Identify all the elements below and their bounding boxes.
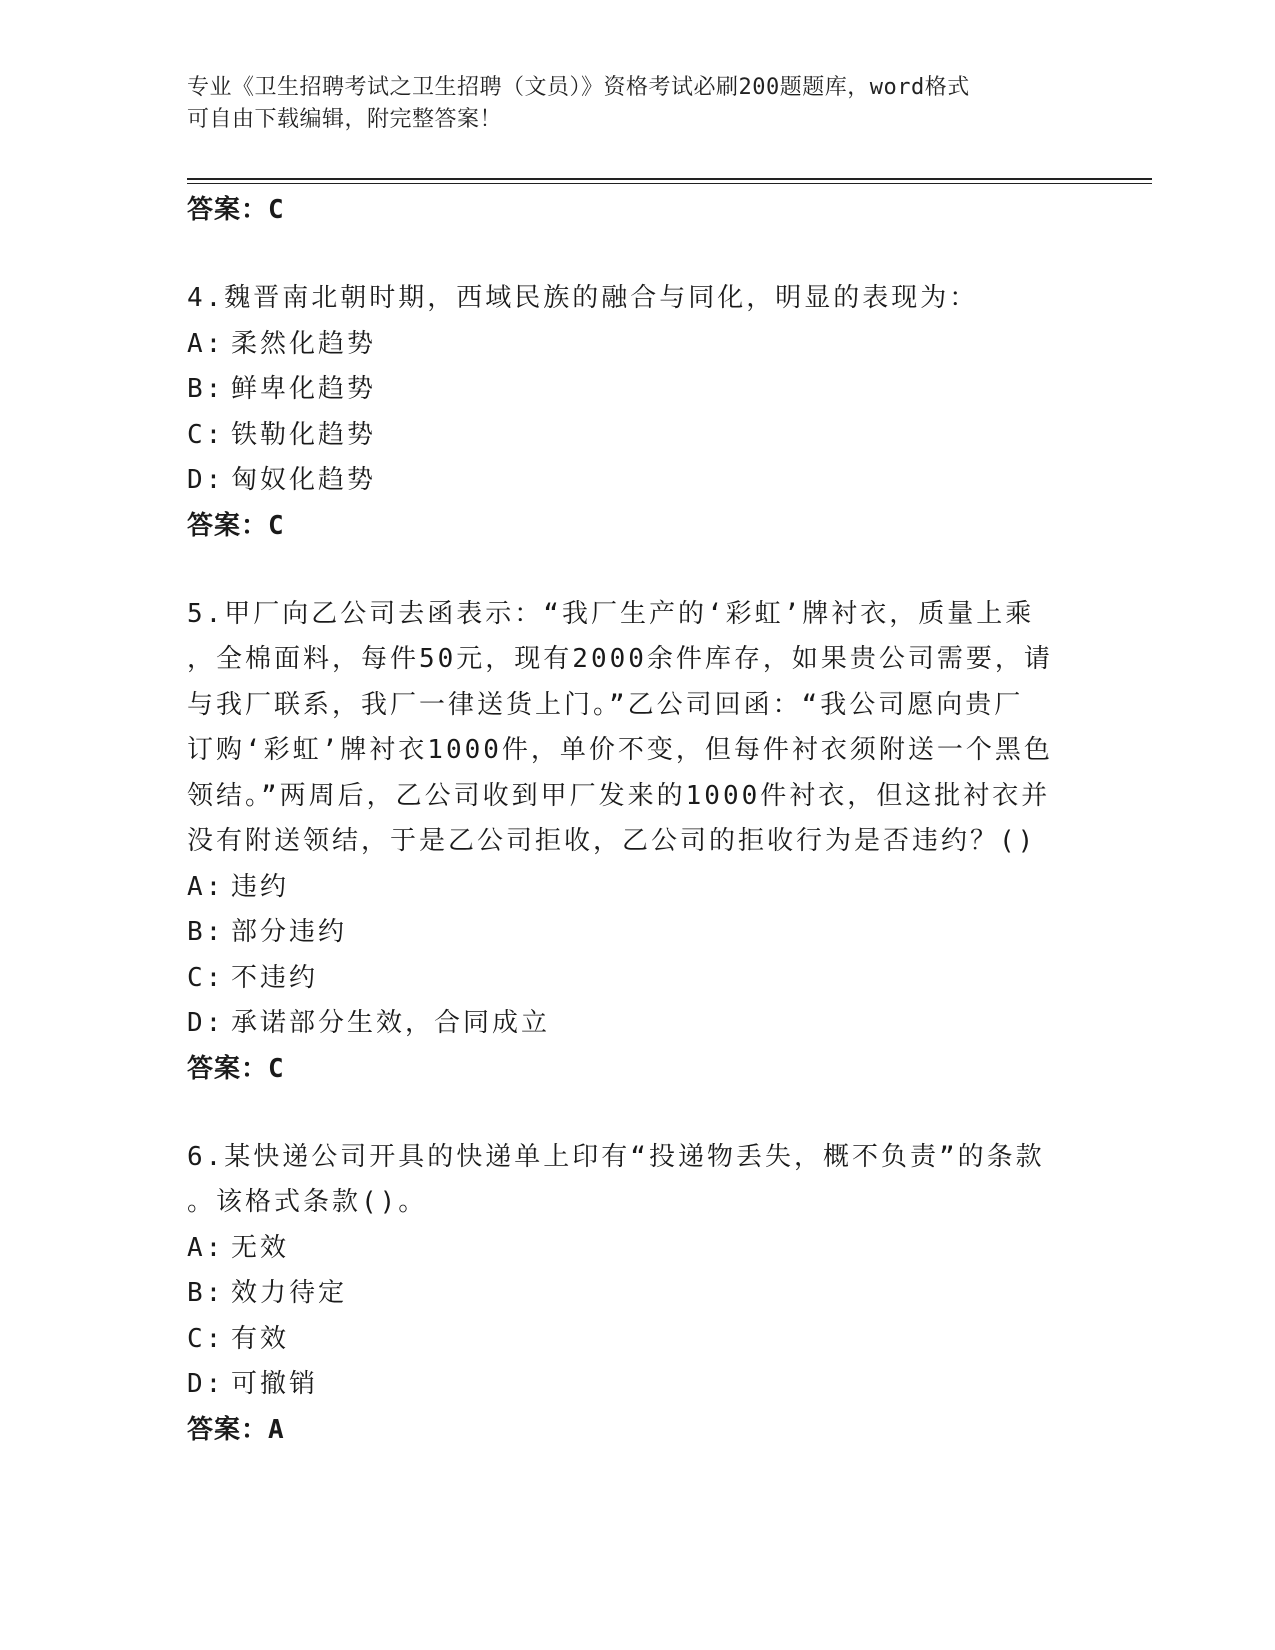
answer: 答案：A xyxy=(187,1414,285,1445)
header-line-2: 可自由下载编辑，附完整答案！ xyxy=(187,107,503,132)
option-b xyxy=(187,367,1087,413)
document-body xyxy=(187,188,1087,1452)
option-key: C: xyxy=(187,419,225,450)
option-text: 铁勒化趋势 xyxy=(231,419,377,450)
question-5 xyxy=(187,592,1087,1091)
option-key: B: xyxy=(187,917,225,947)
option-key: C: xyxy=(187,1323,225,1354)
question-4 xyxy=(187,276,1087,548)
question-stem: 6.某快递公司开具的快递单上印有“投递物丢失，概不负责”的条款 。该格式条款()。 xyxy=(187,1141,1045,1217)
option-text: 有效 xyxy=(231,1323,290,1354)
answer-previous: 答案：C xyxy=(187,195,285,225)
question-stem: 5.甲厂向乙公司去函表示：“我厂生产的‘彩虹’牌衬衣，质量上乘 ，全棉面料，每件50元，现有2000余件库存，如果贵公司需要，请 与我厂联系，我厂一律送货上门。”乙公司回函：“我公司愿向贵厂 订购‘彩虹’牌衬衣1000件，单价不变，但每件衬衣须附送一个黑色 领结。”两周后，乙公司收到甲厂发来的1000件衬衣，但这批衬衣并 没有附送领结，于是乙公司拒收，乙公司的拒收行为是否违约？() xyxy=(187,598,1053,856)
option-a xyxy=(187,322,1087,368)
option-text: 承诺部分生效，合同成立 xyxy=(231,1008,551,1038)
header-divider-thick xyxy=(187,178,1152,180)
header-divider-thin xyxy=(187,183,1152,184)
option-c xyxy=(187,956,1087,1002)
answer: 答案：C xyxy=(187,1053,285,1084)
option-key: D: xyxy=(187,1008,225,1038)
option-text: 柔然化趋势 xyxy=(231,328,377,359)
option-text: 不违约 xyxy=(231,962,319,993)
option-key: B: xyxy=(187,374,225,404)
option-b xyxy=(187,1271,1087,1317)
option-d xyxy=(187,1001,1087,1047)
answer: 答案：C xyxy=(187,510,285,541)
option-text: 违约 xyxy=(231,871,290,902)
option-key: A: xyxy=(187,1232,225,1263)
option-key: B: xyxy=(187,1278,225,1308)
option-c xyxy=(187,413,1087,459)
option-text: 鲜卑化趋势 xyxy=(231,374,377,404)
option-b xyxy=(187,910,1087,956)
question-6 xyxy=(187,1135,1087,1452)
option-a xyxy=(187,1226,1087,1272)
option-text: 无效 xyxy=(231,1232,290,1263)
document-header xyxy=(187,72,1067,136)
option-text: 匈奴化趋势 xyxy=(231,465,377,495)
option-key: A: xyxy=(187,328,225,359)
header-line-1: 专业《卫生招聘考试之卫生招聘（文员）》资格考试必刷200题题库，word格式 xyxy=(187,75,970,100)
option-text: 部分违约 xyxy=(231,917,348,947)
option-a xyxy=(187,865,1087,911)
option-key: D: xyxy=(187,1369,225,1399)
option-key: C: xyxy=(187,962,225,993)
question-stem: 4.魏晋南北朝时期，西域民族的融合与同化，明显的表现为： xyxy=(187,283,979,313)
option-text: 效力待定 xyxy=(231,1278,348,1308)
option-d xyxy=(187,458,1087,504)
option-key: D: xyxy=(187,465,225,495)
option-c xyxy=(187,1317,1087,1363)
option-key: A: xyxy=(187,871,225,902)
option-text: 可撤销 xyxy=(231,1369,319,1399)
option-d xyxy=(187,1362,1087,1408)
